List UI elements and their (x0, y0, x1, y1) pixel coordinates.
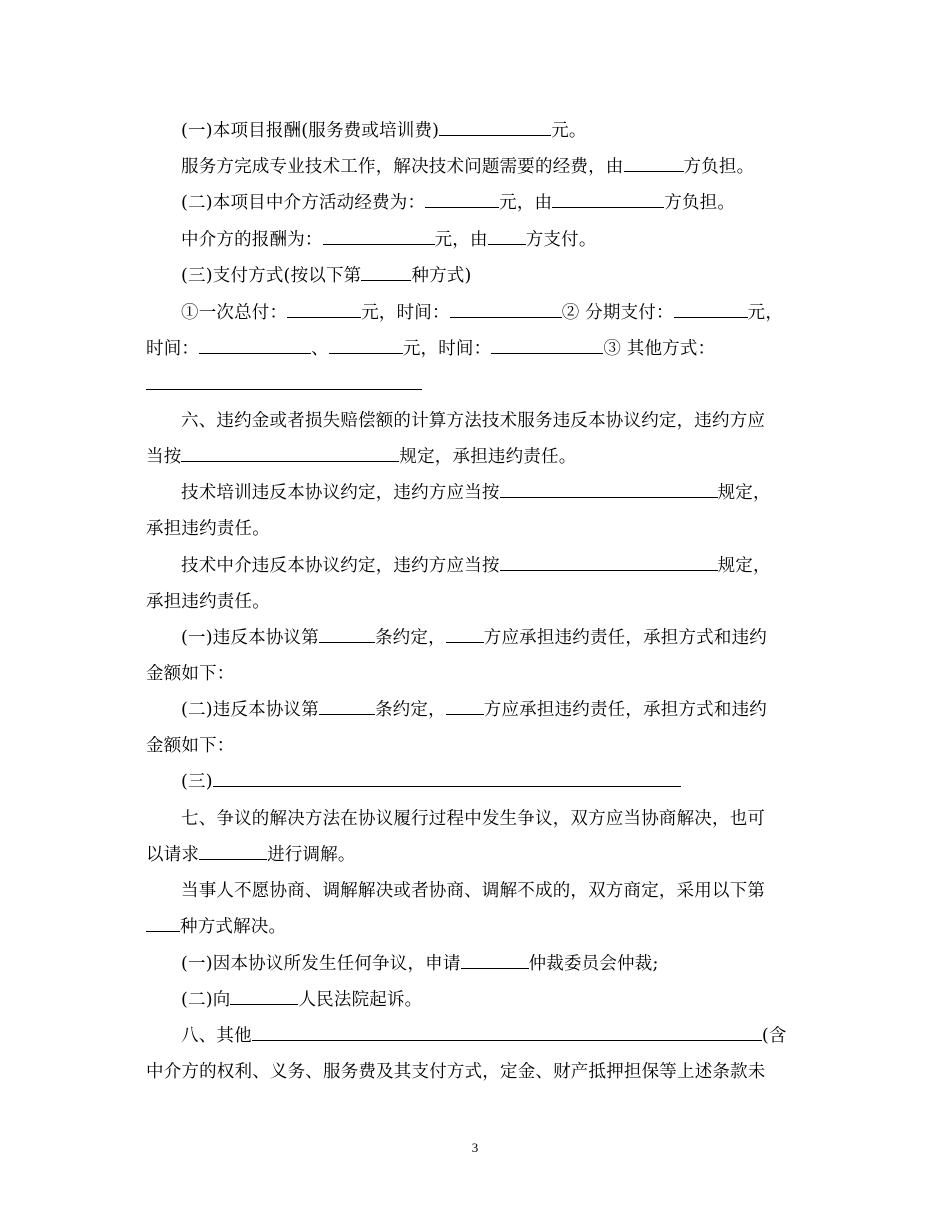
line-text: (一)本项目报酬(服务费或培训费) (181, 121, 440, 141)
line-text: (一)因本协议所发生任何争议，申请 (181, 954, 461, 974)
paragraph-line (146, 662, 798, 686)
fill-in-blank (319, 698, 375, 715)
fill-in-blank (450, 301, 562, 318)
line-text: 种方式) (411, 266, 472, 286)
paragraph-line (181, 952, 798, 976)
line-text: 元，时间： (361, 303, 450, 323)
line-text: (二)本项目中介方活动经费为： (181, 193, 426, 213)
fill-in-blank (146, 915, 180, 932)
paragraph-line (181, 409, 798, 433)
line-text: 方应承担违约责任，承担方式和违约 (483, 700, 767, 720)
line-text: ①一次总付： (181, 303, 288, 323)
line-text: 元，由 (499, 193, 553, 213)
fill-in-blank (199, 337, 311, 354)
paragraph-line (146, 843, 798, 867)
fill-in-blank (319, 626, 375, 643)
line-text: 服务方完成专业技术工作，解决技术问题需要的经费，由 (181, 157, 624, 177)
paragraph-line (146, 590, 798, 614)
line-text: 时间： (146, 339, 200, 359)
fill-in-blank (199, 843, 267, 860)
line-text: 当事人不愿协商、调解解决或者协商、调解不成的，双方商定，采用以下第 (181, 881, 766, 901)
line-text: ② 分期支付： (561, 303, 674, 323)
fill-in-blank (146, 373, 422, 390)
line-text: 当按 (146, 447, 182, 467)
paragraph-line (181, 698, 798, 722)
line-text: 以请求 (146, 845, 200, 865)
fill-in-blank (213, 770, 681, 787)
line-text: 规定， (717, 483, 771, 503)
line-text: (二)向 (181, 990, 231, 1010)
fill-in-blank (446, 698, 484, 715)
fill-in-blank (287, 301, 361, 318)
paragraph-line (181, 988, 798, 1012)
line-text: 进行调解。 (267, 845, 356, 865)
fill-in-blank (439, 119, 551, 136)
line-text: 方负担。 (664, 193, 736, 213)
paragraph-line (181, 626, 798, 650)
paragraph-line (146, 517, 798, 541)
line-text: 人民法院起诉。 (298, 990, 423, 1010)
fill-in-blank (361, 264, 411, 281)
line-text: (一)违反本协议第 (181, 628, 319, 648)
paragraph-line (146, 1060, 798, 1084)
line-text: 元，由 (434, 230, 488, 250)
paragraph-line (181, 228, 798, 252)
line-text: (三)支付方式(按以下第 (181, 266, 362, 286)
fill-in-blank (491, 337, 603, 354)
line-text: 中介方的权利、义务、服务费及其支付方式，定金、财产抵押担保等上述条款未 (146, 1062, 766, 1082)
line-text: 承担违约责任。 (146, 519, 270, 539)
fill-in-blank (425, 191, 499, 208)
paragraph-line (146, 734, 798, 758)
fill-in-blank (446, 626, 484, 643)
fill-in-blank (624, 155, 684, 172)
line-text: 方负担。 (683, 157, 755, 177)
fill-in-blank (329, 337, 403, 354)
paragraph-line (181, 807, 798, 831)
fill-in-blank (461, 952, 529, 969)
paragraph-line (146, 373, 798, 397)
paragraph-line (181, 481, 798, 505)
fill-in-blank (323, 228, 435, 245)
paragraph-line (146, 337, 798, 361)
page-number: 3 (471, 1140, 479, 1155)
paragraph-line (181, 770, 798, 794)
line-text: 条约定， (374, 700, 446, 720)
line-text: 六、违约金或者损失赔偿额的计算方法技术服务违反本协议约定，违约方应 (181, 411, 766, 431)
line-text: 、 (311, 339, 329, 359)
paragraph-line (146, 915, 798, 939)
line-text: 仲裁委员会仲裁; (528, 954, 659, 974)
line-text: 金额如下： (146, 664, 235, 684)
paragraph-line (181, 879, 798, 903)
fill-in-blank (230, 988, 298, 1005)
line-text: ③ 其他方式： (603, 339, 716, 359)
paragraph-line (181, 554, 798, 578)
fill-in-blank (181, 445, 399, 462)
fill-in-blank (674, 301, 748, 318)
line-text: (二)违反本协议第 (181, 700, 319, 720)
paragraph-line (181, 1024, 798, 1048)
line-text: 规定，承担违约责任。 (399, 447, 577, 467)
paragraph-line (181, 264, 798, 288)
line-text: 元。 (551, 121, 587, 141)
fill-in-blank (252, 1024, 762, 1041)
line-text: 金额如下： (146, 736, 235, 756)
line-text: 八、其他 (181, 1026, 252, 1046)
line-text: 元， (747, 303, 784, 323)
paragraph-line (181, 301, 798, 325)
line-text: 七、争议的解决方法在协议履行过程中发生争议，双方应当协商解决，也可 (181, 809, 766, 829)
line-text: 中介方的报酬为： (181, 230, 323, 250)
line-text: 承担违约责任。 (146, 592, 270, 612)
line-text: (含 (761, 1026, 787, 1046)
line-text: 技术中介违反本协议约定，违约方应当按 (181, 556, 500, 576)
line-text: (三) (181, 772, 213, 792)
fill-in-blank (500, 554, 718, 571)
paragraph-line (181, 191, 798, 215)
line-text: 元，时间： (402, 339, 492, 359)
paragraph-line (146, 445, 798, 469)
paragraph-line (181, 119, 798, 143)
line-text: 方支付。 (525, 230, 597, 250)
paragraph-line (181, 155, 798, 179)
fill-in-blank (500, 481, 718, 498)
fill-in-blank (552, 191, 664, 208)
line-text: 条约定， (374, 628, 446, 648)
fill-in-blank (488, 228, 526, 245)
line-text: 规定， (717, 556, 771, 576)
line-text: 技术培训违反本协议约定，违约方应当按 (181, 483, 500, 503)
line-text: 方应承担违约责任，承担方式和违约 (483, 628, 767, 648)
line-text: 种方式解决。 (180, 917, 287, 937)
